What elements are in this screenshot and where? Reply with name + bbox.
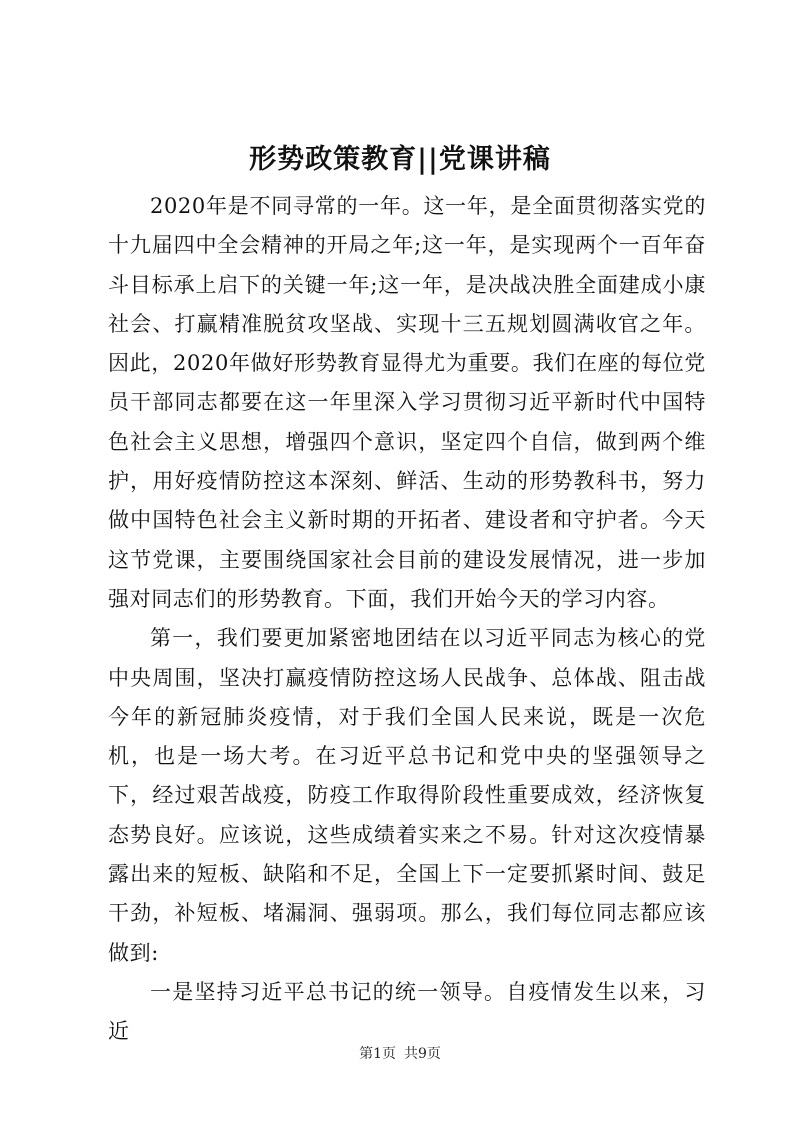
page-number: 第1页 — [359, 1046, 396, 1062]
document-title: 形势政策教育||党课讲稿 — [249, 144, 551, 175]
paragraph-intro: 2020年是不同寻常的一年。这一年，是全面贯彻落实党的十九届四中全会精神的开局之年;这一年，是实现两个一百年奋斗目标承上启下的关键一年;这一年，是决战决胜全面建成小康社会、打赢精准脱贫攻坚战、实现十三五规划圆满收官之年。因此，2020年做好形势教育显得尤为重要。我们在座的每位党员干部同志都要在这一年里深入学习贯彻习近平新时代中国特色社会主义思想，增强四个意识，坚定四个自信，做到两个维护，用好疫情防控这本深刻、鲜活、生动的形势教科书，努力做中国特色社会主义新时期的开拓者、建设者和守护者。今天这节党课，主要围绕国家社会目前的建设发展情况，进一步加强对同志们的形势教育。下面，我们开始今天的学习内容。 — [108, 194, 706, 611]
paragraph-first-point: 第一，我们要更加紧密地团结在以习近平同志为核心的党中央周围，坚决打赢疫情防控这场人民战争、总体战、阻击战今年的新冠肺炎疫情，对于我们全国人民来说，既是一次危机，也是一场大考。在习近平总书记和党中央的坚强领导之下，经过艰苦战疫，防疫工作取得阶段性重要成效，经济恢复态势良好。应该说，这些成绩着实来之不易。针对这次疫情暴露出来的短板、缺陷和不足，全国上下一定要抓紧时间、鼓足干劲，补短板、堵漏洞、强弱项。那么，我们每位同志都应该做到: — [108, 626, 706, 965]
document-body — [108, 187, 706, 1052]
page-total: 共9页 — [404, 1046, 441, 1062]
paragraph-sub-point: 一是坚持习近平总书记的统一领导。自疫情发生以来，习近 — [108, 979, 706, 1044]
page-footer — [0, 1044, 800, 1064]
